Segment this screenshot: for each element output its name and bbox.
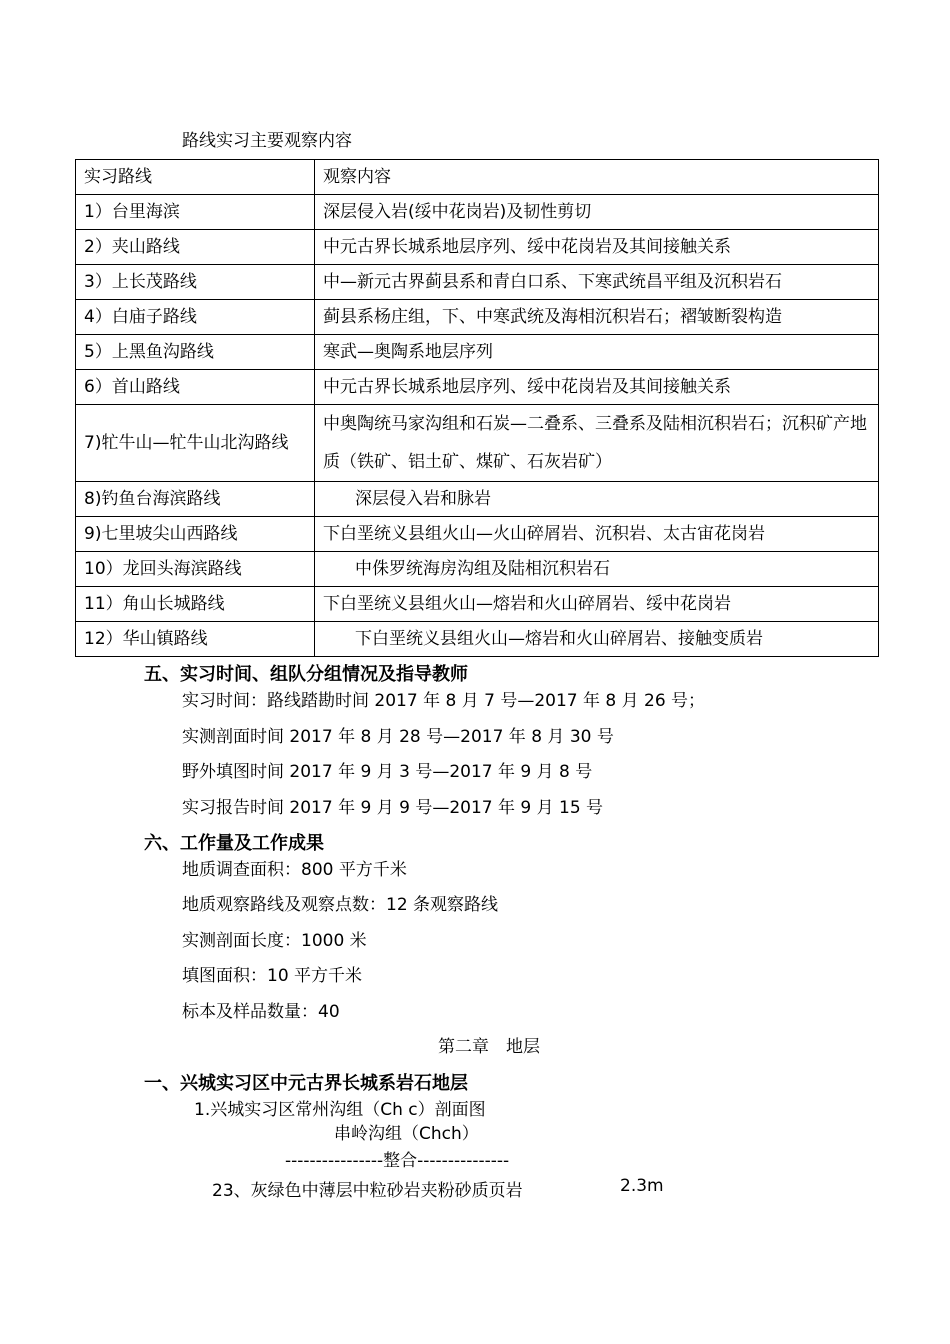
table-row <box>76 230 879 265</box>
route-cell: 5）上黑鱼沟路线 <box>76 335 315 370</box>
layer-thickness: 2.3m <box>620 1176 664 1196</box>
content-cell: 下白垩统义县组火山—熔岩和火山碎屑岩、绥中花岗岩 <box>315 587 879 622</box>
section6-heading: 六、工作量及工作成果 <box>144 833 324 854</box>
content-cell: 中侏罗统海房沟组及陆相沉积岩石 <box>315 552 879 587</box>
table-row <box>76 335 879 370</box>
route-cell: 3）上长茂路线 <box>76 265 315 300</box>
workload-line: 标本及样品数量：40 <box>182 1002 340 1022</box>
route-cell: 10）龙回头海滨路线 <box>76 552 315 587</box>
section1-heading: 一、兴城实习区中元古界长城系岩石地层 <box>144 1073 468 1094</box>
layer-description: 23、灰绿色中薄层中粒砂岩夹粉砂质页岩 <box>212 1181 523 1201</box>
table-row <box>76 300 879 335</box>
route-cell: 12）华山镇路线 <box>76 622 315 657</box>
route-cell: 7)牤牛山—牤牛山北沟路线 <box>76 405 315 482</box>
contact-line: ----------------整合--------------- <box>285 1151 510 1171</box>
content-cell: 下白垩统义县组火山—火山碎屑岩、沉积岩、太古宙花岗岩 <box>315 517 879 552</box>
workload-line: 地质调查面积：800 平方千米 <box>182 860 407 880</box>
table-row <box>76 195 879 230</box>
profile-title: 1.兴城实习区常州沟组（Ch c）剖面图 <box>194 1100 486 1120</box>
schedule-line: 野外填图时间 2017 年 9 月 3 号—2017 年 9 月 8 号 <box>182 762 593 782</box>
table-row <box>76 265 879 300</box>
route-cell: 11）角山长城路线 <box>76 587 315 622</box>
table-row <box>76 482 879 517</box>
route-cell: 8)钓鱼台海滨路线 <box>76 482 315 517</box>
table-row <box>76 405 879 482</box>
table-caption: 路线实习主要观察内容 <box>182 131 352 151</box>
route-cell: 1）台里海滨 <box>76 195 315 230</box>
table-header-row <box>76 160 879 195</box>
table-row <box>76 552 879 587</box>
schedule-line: 实习报告时间 2017 年 9 月 9 号—2017 年 9 月 15 号 <box>182 798 604 818</box>
schedule-line: 实习时间：路线踏勘时间 2017 年 8 月 7 号—2017 年 8 月 26 号； <box>182 691 706 711</box>
content-cell: 中元古界长城系地层序列、绥中花岗岩及其间接触关系 <box>315 230 879 265</box>
workload-line: 实测剖面长度：1000 米 <box>182 931 367 951</box>
content-cell: 深层侵入岩(绥中花岗岩)及韧性剪切 <box>315 195 879 230</box>
content-cell: 中奥陶统马家沟组和石炭—二叠系、三叠系及陆相沉积岩石；沉积矿产地质（铁矿、铝土矿、煤矿、石灰岩矿） <box>315 405 879 482</box>
table-row <box>76 370 879 405</box>
column-header-route: 实习路线 <box>76 160 315 195</box>
route-cell: 4）白庙子路线 <box>76 300 315 335</box>
route-cell: 6）首山路线 <box>76 370 315 405</box>
table-row <box>76 622 879 657</box>
strata-name: 串岭沟组（Chch） <box>334 1124 479 1144</box>
route-cell: 2）夹山路线 <box>76 230 315 265</box>
content-cell: 下白垩统义县组火山—熔岩和火山碎屑岩、接触变质岩 <box>315 622 879 657</box>
schedule-line: 实测剖面时间 2017 年 8 月 28 号—2017 年 8 月 30 号 <box>182 727 614 747</box>
content-cell: 蓟县系杨庄组，下、中寒武统及海相沉积岩石；褶皱断裂构造 <box>315 300 879 335</box>
content-cell: 寒武—奥陶系地层序列 <box>315 335 879 370</box>
workload-line: 填图面积：10 平方千米 <box>182 966 363 986</box>
section5-heading: 五、实习时间、组队分组情况及指导教师 <box>144 664 468 685</box>
workload-line: 地质观察路线及观察点数：12 条观察路线 <box>182 895 499 915</box>
route-cell: 9)七里坡尖山西路线 <box>76 517 315 552</box>
table-row <box>76 587 879 622</box>
column-header-content: 观察内容 <box>315 160 879 195</box>
routes-table <box>75 159 879 657</box>
table-row <box>76 517 879 552</box>
content-cell: 深层侵入岩和脉岩 <box>315 482 879 517</box>
content-cell: 中元古界长城系地层序列、绥中花岗岩及其间接触关系 <box>315 370 879 405</box>
chapter-title: 第二章 地层 <box>438 1037 540 1057</box>
content-cell: 中—新元古界蓟县系和青白口系、下寒武统昌平组及沉积岩石 <box>315 265 879 300</box>
